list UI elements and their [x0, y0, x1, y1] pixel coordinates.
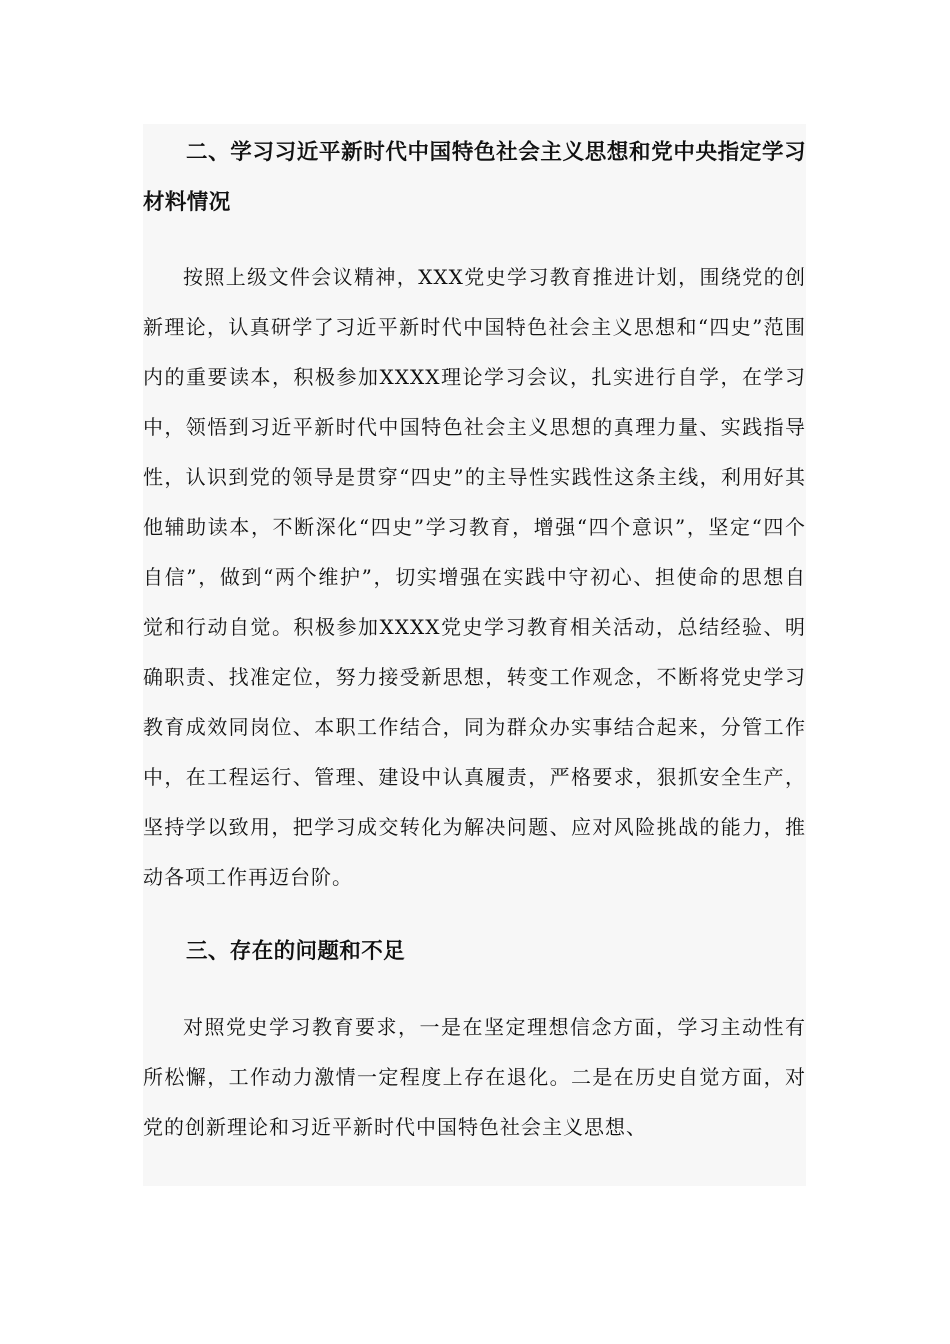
document-text-block — [143, 124, 806, 1186]
section-three-heading: 三、存在的问题和不足 — [186, 939, 406, 964]
section-two-heading: 二、学习习近平新时代中国特色社会主义思想和党中央指定学习材料情况 — [143, 140, 806, 215]
section-three-paragraph: 对照党史学习教育要求，一是在坚定理想信念方面，学习主动性有所松懈，工作动力激情一定程度上存在退化。二是在历史自觉方面，对党的创新理论和习近平新时代中国特色社会主义思想、 — [143, 1015, 806, 1139]
section-two-paragraph: 按照上级文件会议精神，XXX党史学习教育推进计划，围绕党的创新理论，认真研学了习近平新时代中国特色社会主义思想和“四史”范围内的重要读本，积极参加XXXX理论学习会议，扎实进行自学，在学习中，领悟到习近平新时代中国特色社会主义思想的真理力量、实践指导性，认识到党的领导是贯穿“四史”的主导性实践性这条主线，利用好其他辅助读本，不断深化“四史”学习教育，增强“四个意识”，坚定“四个自信”，做到“两个维护”，切实增强在实践中守初心、担使命的思想自觉和行动自觉。积极参加XXXX党史学习教育相关活动，总结经验、明确职责、找准定位，努力接受新思想，转变工作观念，不断将党史学习教育成效同岗位、本职工作结合，同为群众办实事结合起来，分管工作中，在工程运行、管理、建设中认真履责，严格要求，狠抓安全生产，坚持学以致用，把学习成交转化为解决问题、应对风险挑战的能力，推动各项工作再迈台阶。 — [143, 265, 806, 889]
